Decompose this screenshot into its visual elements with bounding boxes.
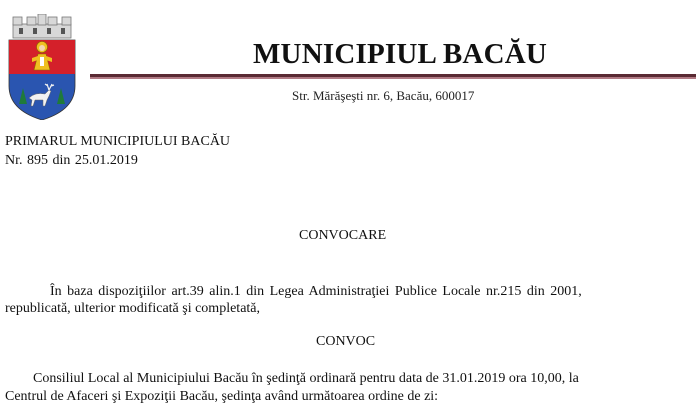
header-divider: [90, 74, 696, 79]
paragraph-council-line2: Centrul de Afaceri şi Expoziţii Bacău, şedinţa având următoarea ordine de zi:: [5, 389, 439, 404]
paragraph-legal-basis-line1: În baza dispoziţiilor art.39 alin.1 din Legea Administraţiei Publice Locale nr.215 din 2001,: [50, 284, 582, 299]
paragraph-council-line1: Consiliul Local al Municipiului Bacău în şedinţă ordinară pentru data de 31.01.2019 ora 10,00, la: [33, 371, 579, 386]
municipality-title: MUNICIPIUL BACĂU: [252, 38, 548, 70]
heading-convoc: CONVOC: [316, 334, 376, 349]
issuer-line: PRIMARUL MUNICIPIULUI BACĂU: [5, 134, 231, 149]
document-number-line: Nr. 895 din 25.01.2019: [5, 153, 138, 168]
paragraph-legal-basis-line2: republicată, ulterior modificată şi completată,: [5, 301, 261, 316]
municipality-address: Str. Mărăşeşti nr. 6, Bacău, 600017: [292, 88, 475, 103]
coat-of-arms-icon: [5, 14, 79, 120]
header-divider-light: [90, 77, 696, 79]
mural-crown: [13, 14, 71, 38]
heading-convocare: CONVOCARE: [299, 228, 387, 243]
shield: [9, 40, 75, 120]
